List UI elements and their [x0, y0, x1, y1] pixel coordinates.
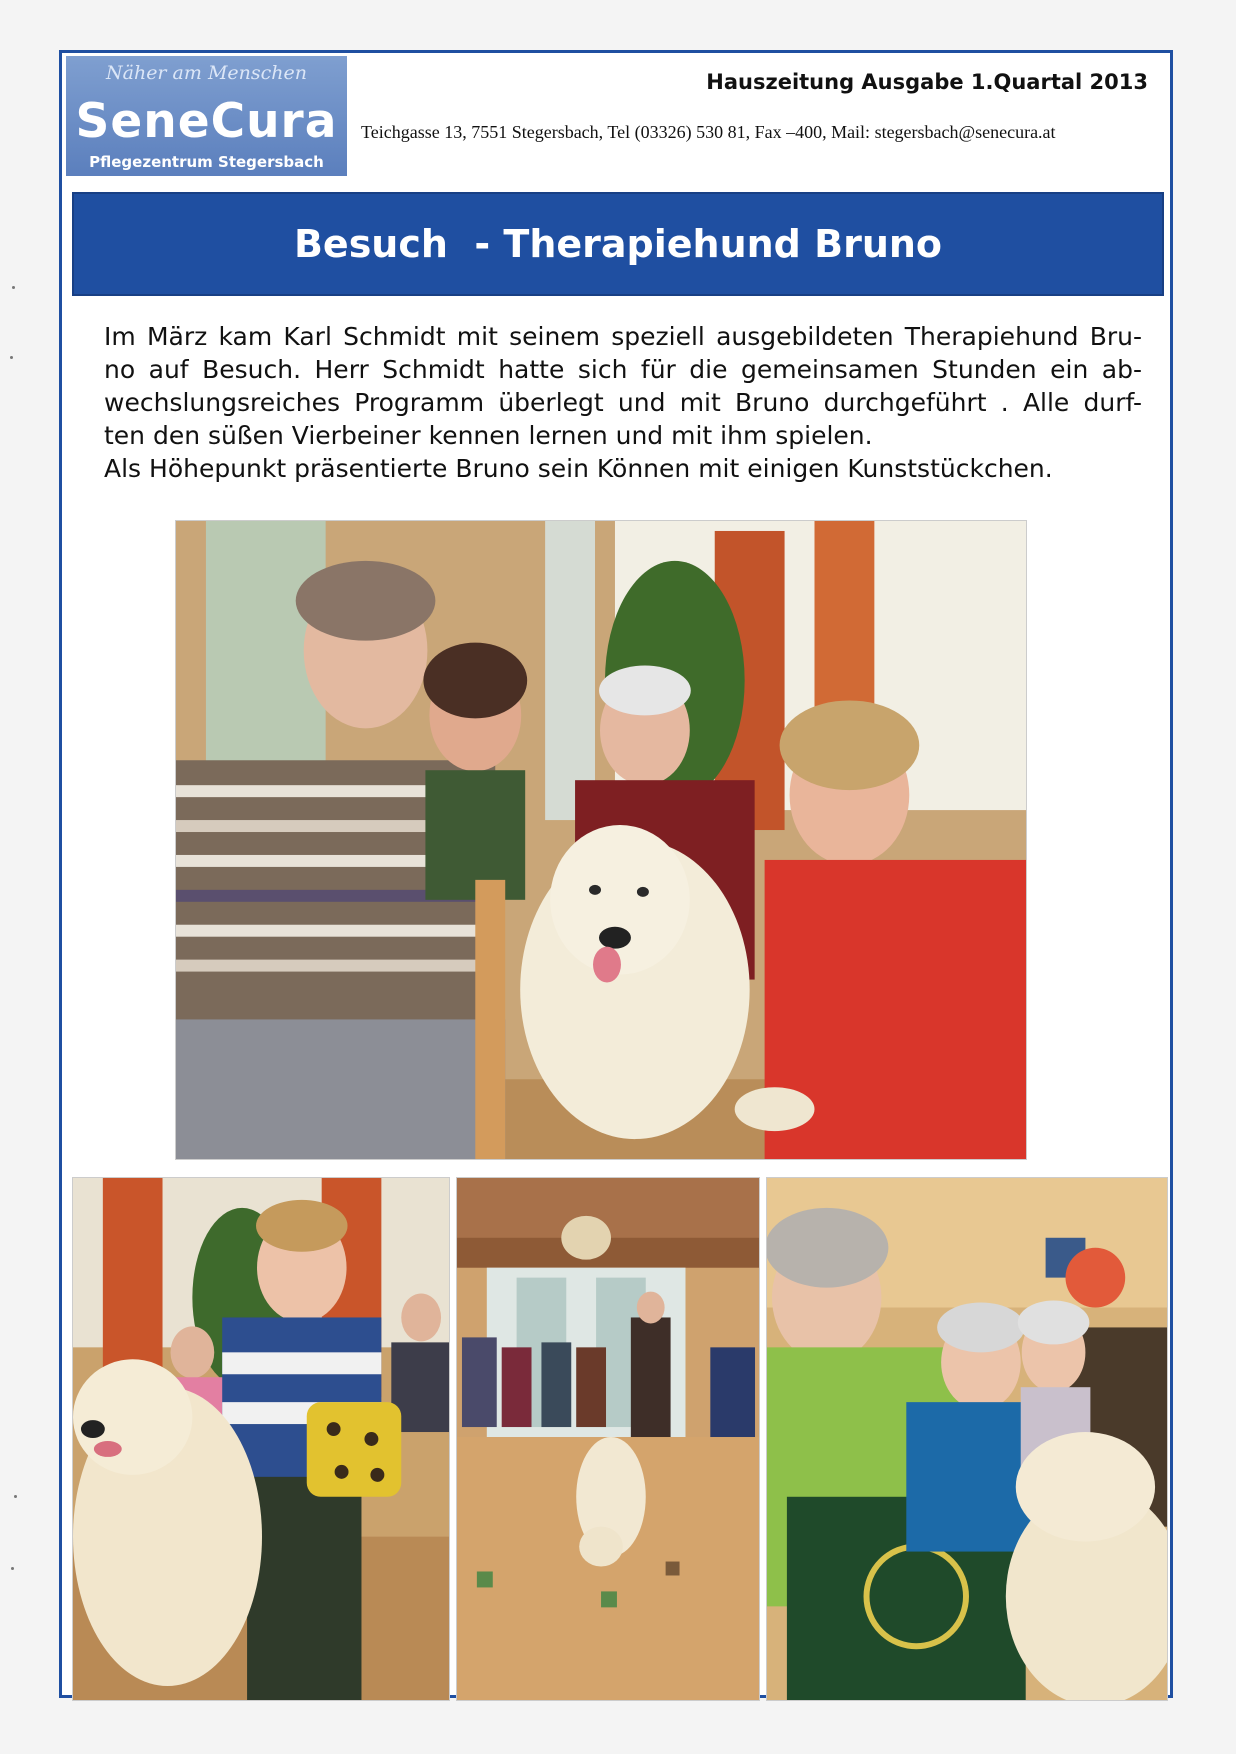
logo-name: SeneCura: [75, 94, 338, 149]
scan-mark: [11, 1567, 14, 1570]
article-line: wechslungsreiches Programm überlegt und mit Bruno durchgeführt . Alle durf-: [104, 388, 1142, 417]
address-line: Teichgasse 13, 7551 Stegersbach, Tel (03326) 530 81, Fax –400, Mail: stegersbach@senecura.at: [361, 122, 1056, 142]
photo-boy-with-dog: [72, 1177, 450, 1701]
article-title-bar: [72, 192, 1164, 296]
article-line: ten den süßen Vierbeiner kennen lernen und mit ihm spielen.: [104, 421, 873, 450]
article-title: Besuch - Therapiehund Bruno: [293, 222, 943, 266]
logo-subtitle: Pflegezentrum Stegersbach: [89, 153, 324, 171]
scan-mark: [14, 1495, 17, 1498]
senecura-logo: [66, 56, 347, 176]
photo-dog-in-hall: [456, 1177, 760, 1701]
scan-mark: [10, 356, 13, 359]
main-photo: [175, 520, 1027, 1160]
article-line: no auf Besuch. Herr Schmidt hatte sich für die gemeinsamen Stunden ein ab-: [104, 355, 1142, 384]
article-line: Im März kam Karl Schmidt mit seinem speziell ausgebildeten Therapiehund Bru-: [104, 322, 1142, 351]
article-line: Als Höhepunkt präsentierte Bruno sein Können mit einigen Kunststückchen.: [104, 454, 1053, 483]
article-body: [104, 320, 1142, 485]
issue-label: Hauszeitung Ausgabe 1.Quartal 2013: [706, 70, 1148, 94]
logo-tagline: Näher am Menschen: [106, 62, 307, 84]
scan-mark: [12, 286, 15, 289]
photo-residents-petting-dog: [766, 1177, 1168, 1701]
